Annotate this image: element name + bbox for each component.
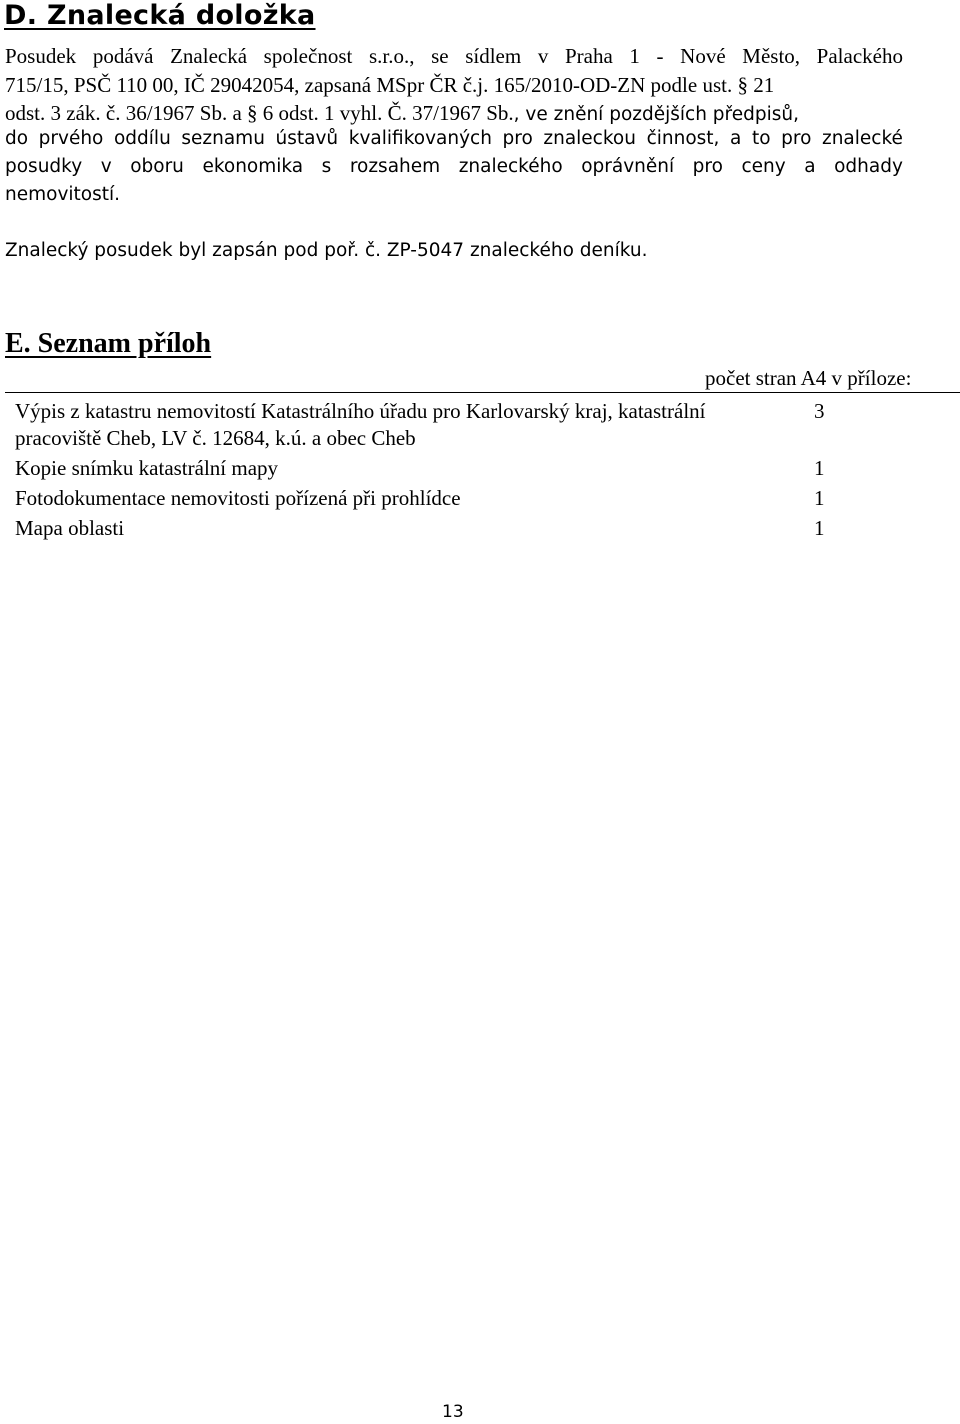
para1-line5-word: rozsahem: [349, 156, 441, 177]
pages-count-header: počet stran A4 v příloze:: [705, 366, 912, 390]
para1-line6: nemovitostí.: [5, 184, 121, 205]
para1-line1-word: s.r.o.,: [368, 44, 415, 68]
para1-line2: 715/15, PSČ 110 00, IČ 29042054, zapsaná MSpr ČR č.j. 165/2010-OD-ZN podle ust. § 21: [5, 73, 775, 97]
para1-line4-word: znaleckou: [543, 128, 636, 149]
attachment-3-name: Fotodokumentace nemovitosti pořízená při prohlídce: [15, 486, 461, 510]
attachment-1-name-line2: pracoviště Cheb, LV č. 12684, k.ú. a obec Cheb: [15, 426, 416, 450]
attachment-4-name: Mapa oblasti: [15, 516, 125, 540]
para1-line1-word: 1: [629, 44, 640, 68]
para1-line4-word: kvalifikovaných: [348, 128, 492, 149]
para1-line1-word: Posudek: [5, 44, 77, 68]
para1-line4-word: oddílu: [113, 128, 171, 149]
attachment-3-pages: 1: [814, 486, 825, 510]
para1-line1-word: podává: [92, 44, 154, 68]
para1-line5-word: ceny: [741, 156, 786, 177]
para1-line1: [5, 41, 903, 71]
para1-line5-word: v: [100, 156, 112, 177]
para1-line5-word: odhady: [834, 156, 903, 177]
section-d-heading: D. Znalecká doložka: [4, 0, 316, 31]
para1-line4-word: a: [730, 128, 742, 149]
para1-line5-word: oboru: [130, 156, 184, 177]
para1-line5: [5, 152, 903, 182]
page-number: 13: [442, 1402, 464, 1422]
para1-line1-word: se: [431, 44, 449, 68]
section-e-heading: E. Seznam příloh: [5, 328, 212, 359]
para1-line4-word: seznamu: [181, 128, 265, 149]
para1-line5-word: posudky: [5, 156, 83, 177]
para1-line5-word: ekonomika: [202, 156, 304, 177]
para1-line4-word: to: [751, 128, 771, 149]
para1-line4-word: pro: [781, 128, 812, 149]
para1-line4-word: do: [5, 128, 29, 149]
attachment-4-pages: 1: [814, 516, 825, 540]
registration-paragraph: Znalecký posudek byl zapsán pod poř. č. ZP-5047 znaleckého deníku.: [5, 240, 648, 261]
para1-line1-word: Praha: [564, 44, 613, 68]
para1-line4-word: pro: [502, 128, 533, 149]
attachment-1-pages: 3: [814, 399, 825, 423]
para1-line5-word: s: [321, 156, 332, 177]
para1-line4-word: znalecké: [821, 128, 903, 149]
para1-line5-word: znaleckého: [458, 156, 563, 177]
para1-line1-word: -: [656, 44, 664, 68]
para1-line1-word: Znalecká: [170, 44, 248, 68]
para1-line1-word: Město,: [742, 44, 801, 68]
para1-line1-word: Nové: [680, 44, 726, 68]
para1-line5-word: pro: [692, 156, 723, 177]
table-top-rule: [5, 392, 960, 393]
para1-line4-word: prvého: [38, 128, 104, 149]
para1-line1-word: společnost: [263, 44, 353, 68]
para1-line4: [5, 124, 903, 154]
para1-line3-tail: , ve znění pozdějších předpisů,: [513, 104, 799, 125]
para1-line1-word: v: [537, 44, 549, 68]
para1-line5-word: a: [804, 156, 816, 177]
para1-line4-word: činnost,: [646, 128, 720, 149]
para1-line1-word: Palackého: [816, 44, 903, 68]
para1-line4-word: ústavů: [275, 128, 339, 149]
para1-line5-word: oprávnění: [581, 156, 675, 177]
attachment-1-name-line1: Výpis z katastru nemovitostí Katastrálního úřadu pro Karlovarský kraj, katastrální: [15, 399, 706, 423]
para1-line3-legal-ref: odst. 3 zák. č. 36/1967 Sb. a § 6 odst. 1 vyhl. Č. 37/1967 Sb.: [5, 101, 514, 125]
attachment-2-name: Kopie snímku katastrální mapy: [15, 456, 279, 480]
para1-line1-word: sídlem: [465, 44, 522, 68]
attachment-2-pages: 1: [814, 456, 825, 480]
